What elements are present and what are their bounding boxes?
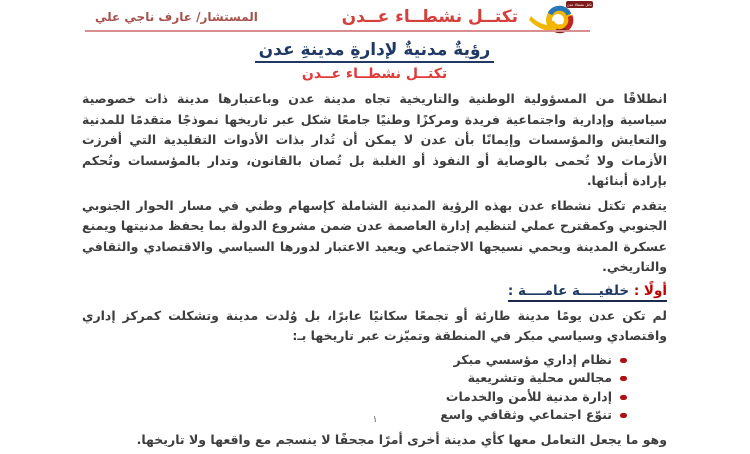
document-title: رؤيةٌ مدنيةٌ لإدارةِ مدينةِ عدن [255, 40, 495, 63]
section-title: خلفيــــة عامــــة : [507, 282, 630, 299]
document-content [82, 40, 667, 454]
paragraph-vision: يتقدم تكتل نشطاء عدن بهذه الرؤية المدنية الشاملة كإسهام وطني في مسار الحوار الجنوبي الجنوبي وكمقترح عملي لتنظيم إدارة العاصمة عدن ضمن مشروع الدولة بما يحفظ مدنيتها ويمنع عسكرة المدينة ويحمي نسيجها الاجتماعي ويعيد الاعتبار لدورها السياسي والاقتصادي والثقافي والتاريخي. [82, 197, 667, 274]
svg-text:تكتل نشطاء عدن: تكتل نشطاء عدن [566, 3, 593, 7]
section-heading-underline [508, 283, 667, 302]
list-item [82, 388, 627, 407]
feature-list [82, 351, 627, 425]
advisor-name: المستشار/ عارف ناجي علي [95, 10, 258, 24]
section-label: أولًا : [633, 282, 667, 299]
list-item [82, 369, 627, 388]
bullet-icon [620, 358, 627, 363]
list-item-label: مجالس محلية وتشريعية [467, 370, 612, 385]
list-item-label: إدارة مدنية للأمن والخدمات [445, 388, 612, 404]
list-item-label: تنوّع اجتماعي وثقافي واسع [440, 407, 612, 422]
org-name: تكتــل نشطــاء عــدن [341, 7, 518, 27]
list-item [82, 351, 627, 370]
paragraph-history: لم تكن عدن يومًا مدينة طارئة أو تجمعًا سكانيًا عابرًا، بل وُلدت مدينة وتشكلت كمركز إداري واقتصادي وسياسي مبكر في المنطقة وتميّزت عبر تاريخها بـ: [82, 307, 667, 343]
bullet-icon [620, 395, 627, 400]
page-number: ١ [372, 415, 378, 425]
paragraph-conclusion: وهو ما يجعل التعامل معها كأي مدينة أخرى أمرًا مجحفًا لا ينسجم مع واقعها ولا تاريخها. [136, 431, 667, 447]
bullet-icon [620, 376, 627, 381]
paragraph-intro: انطلاقًا من المسؤولية الوطنية والتاريخية تجاه مدينة عدن وباعتبارها مدينة ذات خصوصية سياسية وإدارية واجتماعية فريدة ومركزًا وطنيًا جامعًا شكل عبر تاريخها نموذجًا متقدمًا للمدنية والتعايش والمؤسسات وإيمانًا بأن عدن لا يمكن أن تُدار بذات الأدوات التقليدية التي أفرزت الأزمات ولا تُحمى بالوصاية أو النفوذ أو الغلبة بل تُصان بالقانون، وتدار بالمؤسسات وتُحكم بإرادة أبنائها. [82, 91, 667, 188]
section-heading-background [82, 283, 667, 299]
header-divider [85, 30, 590, 32]
list-item-label: نظام إداري مؤسسي مبكر [453, 351, 612, 367]
document-subtitle: تكتــل نشطــاء عــدن [301, 66, 448, 82]
